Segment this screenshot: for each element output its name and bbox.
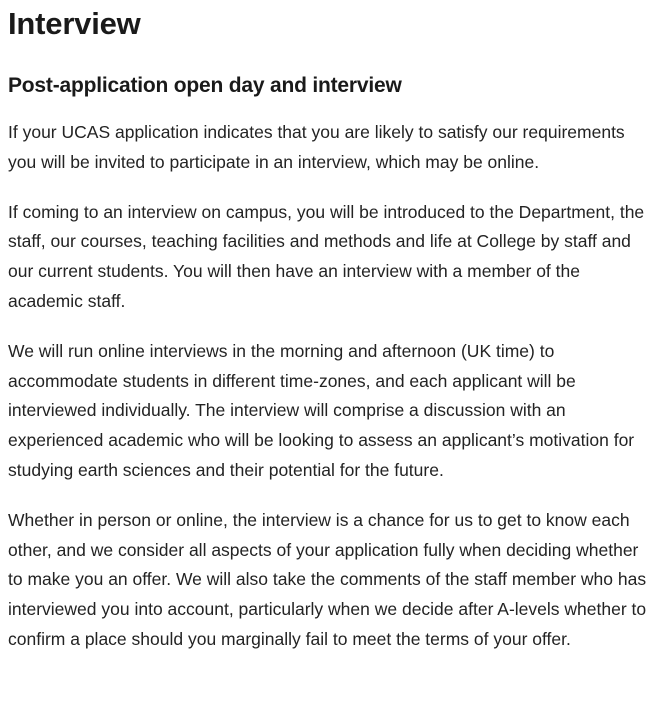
paragraph-ucas-application: If your UCAS application indicates that you are likely to satisfy our requirements you will be invited to participate in an interview, which may be online. [8,122,625,172]
paragraph-offer-decision: Whether in person or online, the interview is a chance for us to get to know each other, and we consider all aspects of your application fully when deciding whether to make you an offer. We will also take the comments of the staff member who has interviewed you into account, particularly when we decide after A-levels whether to confirm a place should you marginally fail to meet the terms of your offer. [8,509,647,649]
section-heading: Post-application open day and interview [8,74,402,97]
paragraph-campus-interview: If coming to an interview on campus, you will be introduced to the Department, the staff, our courses, teaching facilities and methods and life at College by staff and our current students. You will then have an interview with a member of the academic staff. [8,201,645,311]
page-title: Interview [8,6,141,41]
paragraph-online-interviews: We will run online interviews in the morning and afternoon (UK time) to accommodate students in different time-zones, and each applicant will be interviewed individually. The interview will comprise a discussion with an experienced academic who will be looking to assess an applicant’s motivation for studying earth sciences and their potential for the future. [8,340,635,480]
